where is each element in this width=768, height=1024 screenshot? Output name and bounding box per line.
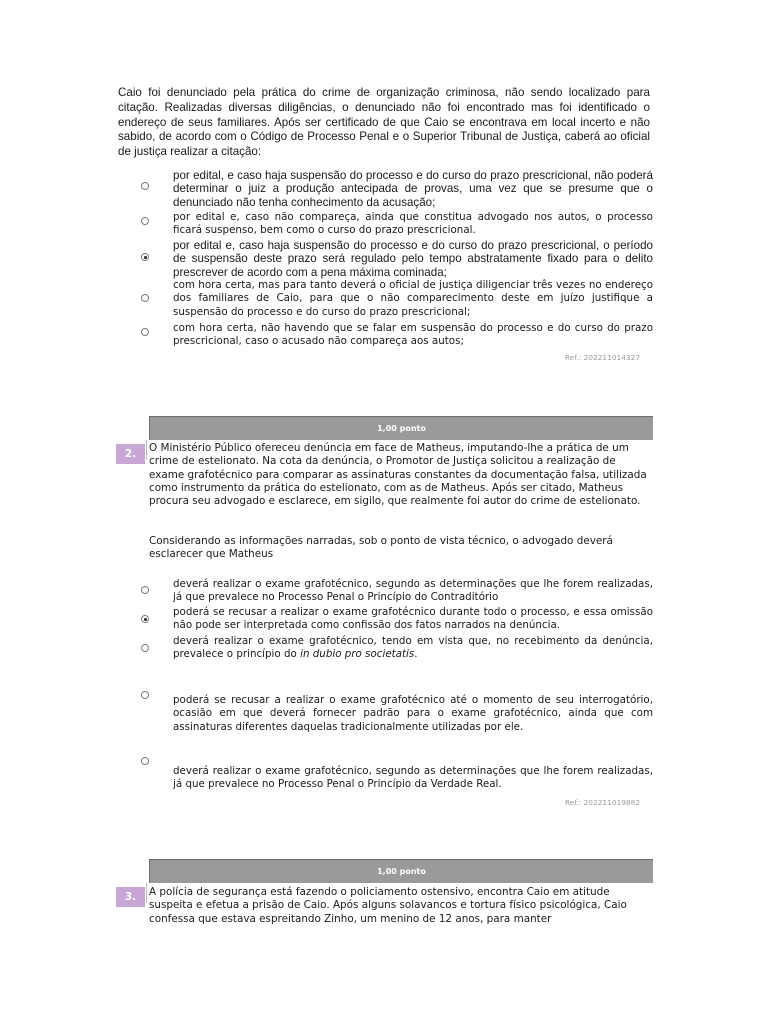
q1-option-3-radio-selected[interactable] <box>141 253 149 261</box>
q3-score-bar: 1,00 ponto <box>149 859 653 883</box>
q2-option-3-text[interactable] <box>173 635 653 662</box>
question-3-stem: A polícia de segurança está fazendo o policiamento ostensivo, encontra Caio em atitude suspeita e efetua a prisão de Caio. Após alguns solavancos e tortura físico psicológica, Caio confessa que estava espreitando Zinho, um menino de 12 anos, para manter <box>149 886 627 925</box>
q3-divider <box>146 883 147 903</box>
q1-option-5-text[interactable]: com hora certa, não havendo que se falar em suspensão do processo e do curso do prazo prescricional, caso o acusado não compareça aos autos; <box>173 322 653 348</box>
q2-option-3-latin-phrase: in dubio pro societatis <box>300 648 415 661</box>
q2-option-2-radio-selected[interactable] <box>141 615 149 623</box>
q3-number-badge: 3. <box>116 887 145 907</box>
q2-option-1-text[interactable]: deverá realizar o exame grafotécnico, segundo as determinações que lhe forem realizadas, já que prevalece no Processo Penal o Princípio do Contraditório <box>173 578 653 604</box>
q2-divider <box>146 440 147 460</box>
q2-option-4-radio[interactable] <box>141 691 149 699</box>
q2-option-5-radio[interactable] <box>141 757 149 765</box>
q1-option-5-radio[interactable] <box>141 328 149 336</box>
q2-reference: Ref.: 202211019882 <box>565 798 641 807</box>
q1-option-2-text[interactable]: por edital e, caso não compareça, ainda que constitua advogado nos autos, o processo ficará suspenso, bem como o curso do prazo prescricional. <box>173 211 653 237</box>
q1-reference: Ref.: 202211014327 <box>565 353 641 362</box>
q1-option-1-text[interactable]: por edital, e caso haja suspensão do processo e do curso do prazo prescricional, não poderá determinar o juiz a produção antecipada de provas, uma vez que se presume que o denunciado não tenha conhecimento da acusação; <box>173 169 653 209</box>
q2-option-3-radio[interactable] <box>141 644 149 652</box>
q2-option-3-text-main: deverá realizar o exame grafotécnico, tendo em vista que, no recebimento da denúncia, prevalece o princípio do <box>173 635 653 661</box>
q1-option-2-radio[interactable] <box>141 217 149 225</box>
question-1-stem: Caio foi denunciado pela prática do crime de organização criminosa, não sendo localizado para citação. Realizadas diversas diligências, o denunciado não foi encontrado mas foi identificado o endereço de seus familiares. Após ser certificado de que Caio se encontrava em local incerto e não sabido, de acordo com o Código de Processo Penal e o Superior Tribunal de Justiça, caberá ao oficial de justiça realizar a citação: <box>118 86 650 159</box>
q1-option-1-radio[interactable] <box>141 182 149 190</box>
q2-score-bar: 1,00 ponto <box>149 416 653 440</box>
q2-number-badge: 2. <box>116 444 145 464</box>
q2-option-4-text[interactable]: poderá se recusar a realizar o exame grafotécnico até o momento de seu interrogatório, ocasião em que deverá fornecer padrão para o exame grafotécnico, ainda que com assinaturas diferentes daquelas tradicionalmente utilizadas por ele. <box>173 694 653 733</box>
question-2-stem: O Ministério Público ofereceu denúncia em face de Matheus, imputando-lhe a prática de um crime de estelionato. Na cota da denúncia, o Promotor de Justiça solicitou a realização de exame grafotécnico para comparar as assinaturas constantes da documentação falsa, utilizada como instrumento da prática do estelionato, com as de Matheus. Após ser citado, Matheus procura seu advogado e esclarece, em sigilo, que realmente foi autor do crime de estelionato. <box>149 442 647 508</box>
q2-option-5-text[interactable]: deverá realizar o exame grafotécnico, segundo as determinações que lhe forem realizadas, já que prevalece no Processo Penal o Princípio da Verdade Real. <box>173 765 653 791</box>
question-2-prompt: Considerando as informações narradas, sob o ponto de vista técnico, o advogado deverá esclarecer que Matheus <box>149 535 613 561</box>
q1-option-4-text[interactable]: com hora certa, mas para tanto deverá o oficial de justiça diligenciar três vezes no endereço dos familiares de Caio, para que o não comparecimento deste em juízo justifique a suspensão do processo e do curso do prazo prescricional; <box>173 279 653 318</box>
q1-option-4-radio[interactable] <box>141 294 149 302</box>
q2-option-2-text[interactable]: poderá se recusar a realizar o exame grafotécnico durante todo o processo, e essa omissão não pode ser interpretada como confissão dos fatos narrados na denúncia. <box>173 606 653 632</box>
q1-option-3-text[interactable]: por edital e, caso haja suspensão do processo e do curso do prazo prescricional, o período de suspensão deste prazo será regulado pelo tempo abstratamente fixado para o delito prescrever de acordo com a pena máxima cominada; <box>173 239 653 279</box>
q2-option-3-period: . <box>414 648 418 661</box>
q2-option-1-radio[interactable] <box>141 586 149 594</box>
